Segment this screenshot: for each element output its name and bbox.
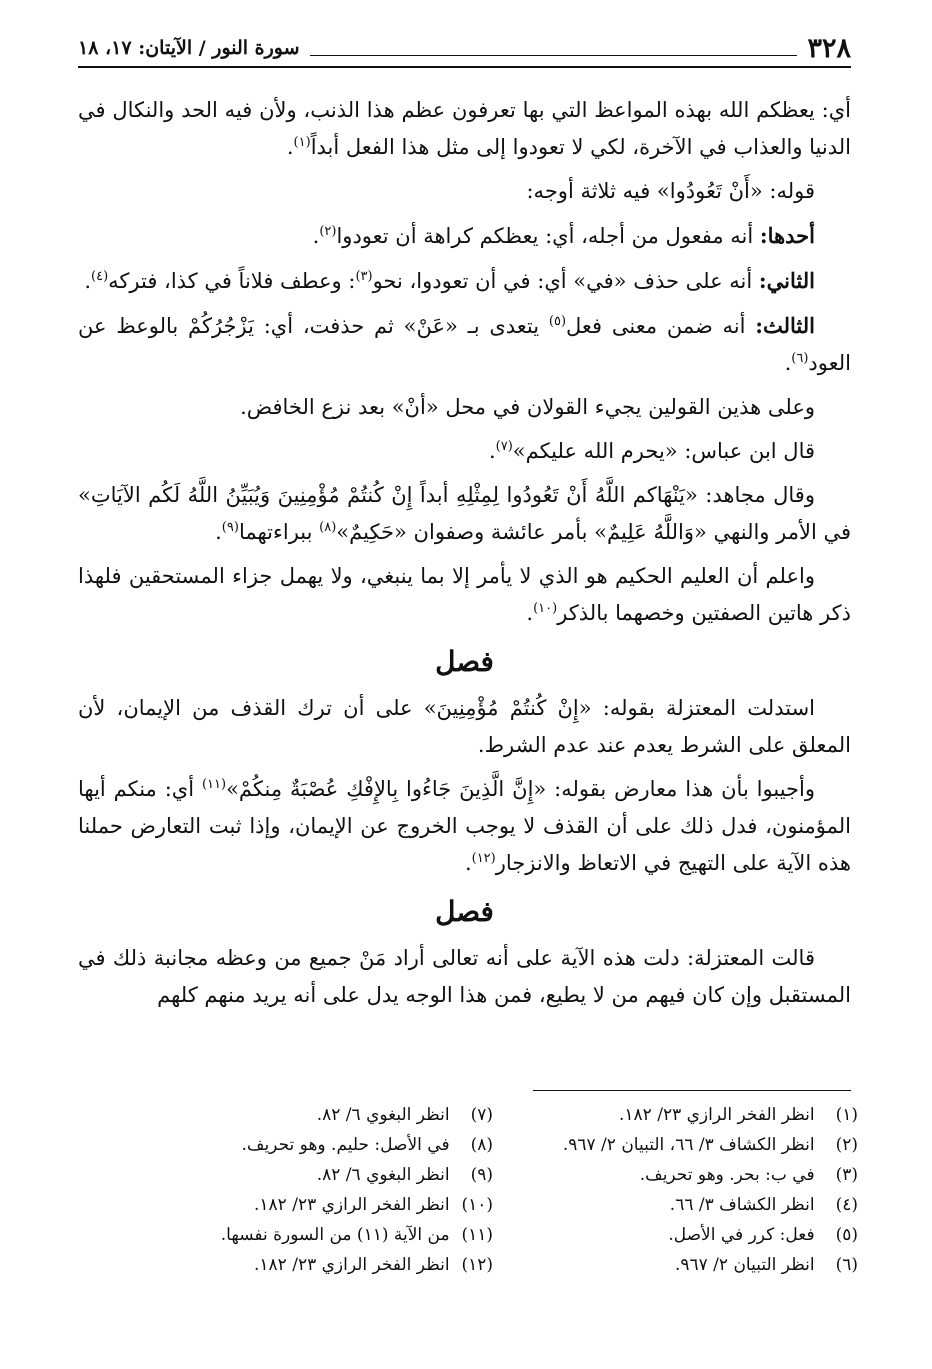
paragraph: واعلم أن العليم الحكيم هو الذي لا يأمر إلا بما ينبغي، ولا يهمل جزاء المستحقين فلهذا ذكر هاتين الصفتين وخصهما بالذكر$^{(١٠)}$. [78, 564, 851, 625]
paragraph: وأجيبوا بأن هذا معارض بقوله: «إِنَّ الَّذِينَ جَاءُوا بِالإِفْكِ عُصْبَةٌ مِنكُمْ»$^{(١١)}$ أي: منكم أيها المؤمنون، فدل ذلك على أن القذف لا يوجب الخروج عن الإيمان، وإذا ثبت التعارض حملنا هذه الآية على التهيج في الاتعاظ والانزجار$^{(١٢)}$. [78, 777, 852, 875]
footnote-ref[interactable]: (٨) [319, 520, 337, 535]
footnote-item: (٥) فعل: كرر في الأصل. [668, 1225, 858, 1245]
footnote-item: (٢) انظر الكشاف ٣/ ٦٦، التبيان ٢/ ٩٦٧. [562, 1135, 858, 1155]
footnote-item: (١٠) انظر الفخر الرازي ٢٣/ ١٨٢. [254, 1195, 493, 1215]
footnote-item: (١٢) انظر الفخر الرازي ٢٣/ ١٨٢. [254, 1255, 493, 1275]
footnote-column-left [168, 1100, 493, 1280]
footnote-item: (٦) انظر التبيان ٢/ ٩٦٧. [674, 1255, 858, 1275]
paragraph: قوله: «أَنْ تَعُودُوا» فيه ثلاثة أوجه: [526, 179, 815, 203]
main-text [78, 92, 851, 1021]
footnote-item: (٨) في الأصل: حليم. وهو تحريف. [241, 1135, 493, 1155]
footnote-ref[interactable]: (٣) [355, 269, 373, 284]
paragraph: قالت المعتزلة: دلت هذه الآية على أنه تعالى أراد مَنْ جميع من وعظه مجانبة ذلك في المستقبل وإن كان فيهم من لا يطيع، فمن هذا الوجه يدل على أنه يريد منهم كلهم [78, 946, 851, 1007]
header-title: سورة النور / الآيتان: ١٧، ١٨ [78, 37, 300, 59]
footnote-ref[interactable]: (٢) [319, 224, 337, 239]
running-header [78, 32, 851, 68]
paragraph: أي: يعظكم الله بهذه المواعظ التي بها تعرفون عظم هذا الذنب، ولأن فيه الحد والنكال في الدنيا والعذاب في الآخرة، لكي لا تعودوا إلى مثل هذا الفعل أبداً$^{(١)}$. [78, 98, 851, 159]
section-heading: فصل [435, 645, 494, 678]
paragraph: الثالث: أنه ضمن معنى فعل$^{(٥)}$ يتعدى بـ «عَنْ» ثم حذفت، أي: يَزْجُرُكُمْ بالوعظ عن العود$^{(٦)}$. [78, 313, 851, 375]
footnote-item: (٧) انظر البغوي ٦/ ٨٢. [316, 1105, 493, 1125]
footnote-ref[interactable]: (١٢) [471, 851, 496, 866]
footnotes [168, 1100, 858, 1280]
header-rule [310, 41, 798, 56]
footnote-ref[interactable]: (٦) [791, 351, 809, 366]
page-number: ٣٢٨ [807, 32, 851, 64]
paragraph: الثاني: أنه على حذف «في» أي: في أن تعودوا، نحو$^{(٣)}$: وعطف فلاناً في كذا، فتركه$^{(٤)}$. [84, 268, 815, 293]
paragraph: أحدها: أنه مفعول من أجله، أي: يعظكم كراهة أن تعودوا$^{(٢)}$. [312, 223, 815, 248]
label-third: الثالث: [755, 313, 815, 338]
label-second: الثاني: [758, 268, 815, 293]
footnote-item: (٣) في ب: بحر. وهو تحريف. [639, 1165, 858, 1185]
paragraph: وعلى هذين القولين يجيء القولان في محل «أنْ» بعد نزع الخافض. [240, 395, 815, 419]
footnote-ref[interactable]: (٩) [221, 520, 239, 535]
footnote-item: (٩) انظر البغوي ٦/ ٨٢. [316, 1165, 493, 1185]
footnote-item: (١) انظر الفخر الرازي ٢٣/ ١٨٢. [619, 1105, 858, 1125]
footnote-ref[interactable]: (٥) [548, 314, 567, 329]
paragraph: وقال مجاهد: «يَنْهَاكم اللَّهُ أَنْ تَعُودُوا لِمِثْلِهِ أبداً إِنْ كُنتُمْ مُؤْمِنِينَ وَيُبَيِّنُ اللَّهُ لَكُم الآيَاتِ» في الأمر والنهي «وَاللَّهُ عَلِيمٌ» بأمر عائشة وصفوان «حَكِيمٌ»$^{(٨)}$ ببراءتهما$^{(٩)}$. [78, 483, 851, 544]
section-heading: فصل [435, 895, 494, 928]
footnote-column-right [533, 1100, 858, 1280]
footnote-separator [533, 1090, 851, 1091]
footnote-ref[interactable]: (٤) [91, 269, 109, 284]
footnote-ref[interactable]: (١١) [201, 777, 227, 792]
paragraph: قال ابن عباس: «يحرم الله عليكم»$^{(٧)}$. [488, 439, 815, 463]
footnote-ref[interactable]: (٧) [495, 439, 513, 454]
footnote-ref[interactable]: (١) [293, 135, 311, 150]
paragraph: استدلت المعتزلة بقوله: «إِنْ كُنتُمْ مُؤْمِنِينَ» على أن ترك القذف من الإيمان، لأن المعلق على الشرط يعدم عند عدم الشرط. [78, 696, 851, 757]
footnote-item: (١١) من الآية (١١) من السورة نفسها. [220, 1225, 493, 1245]
footnote-item: (٤) انظر الكشاف ٣/ ٦٦. [669, 1195, 858, 1215]
label-first: أحدها: [759, 223, 815, 248]
footnote-ref[interactable]: (١٠) [533, 601, 558, 616]
